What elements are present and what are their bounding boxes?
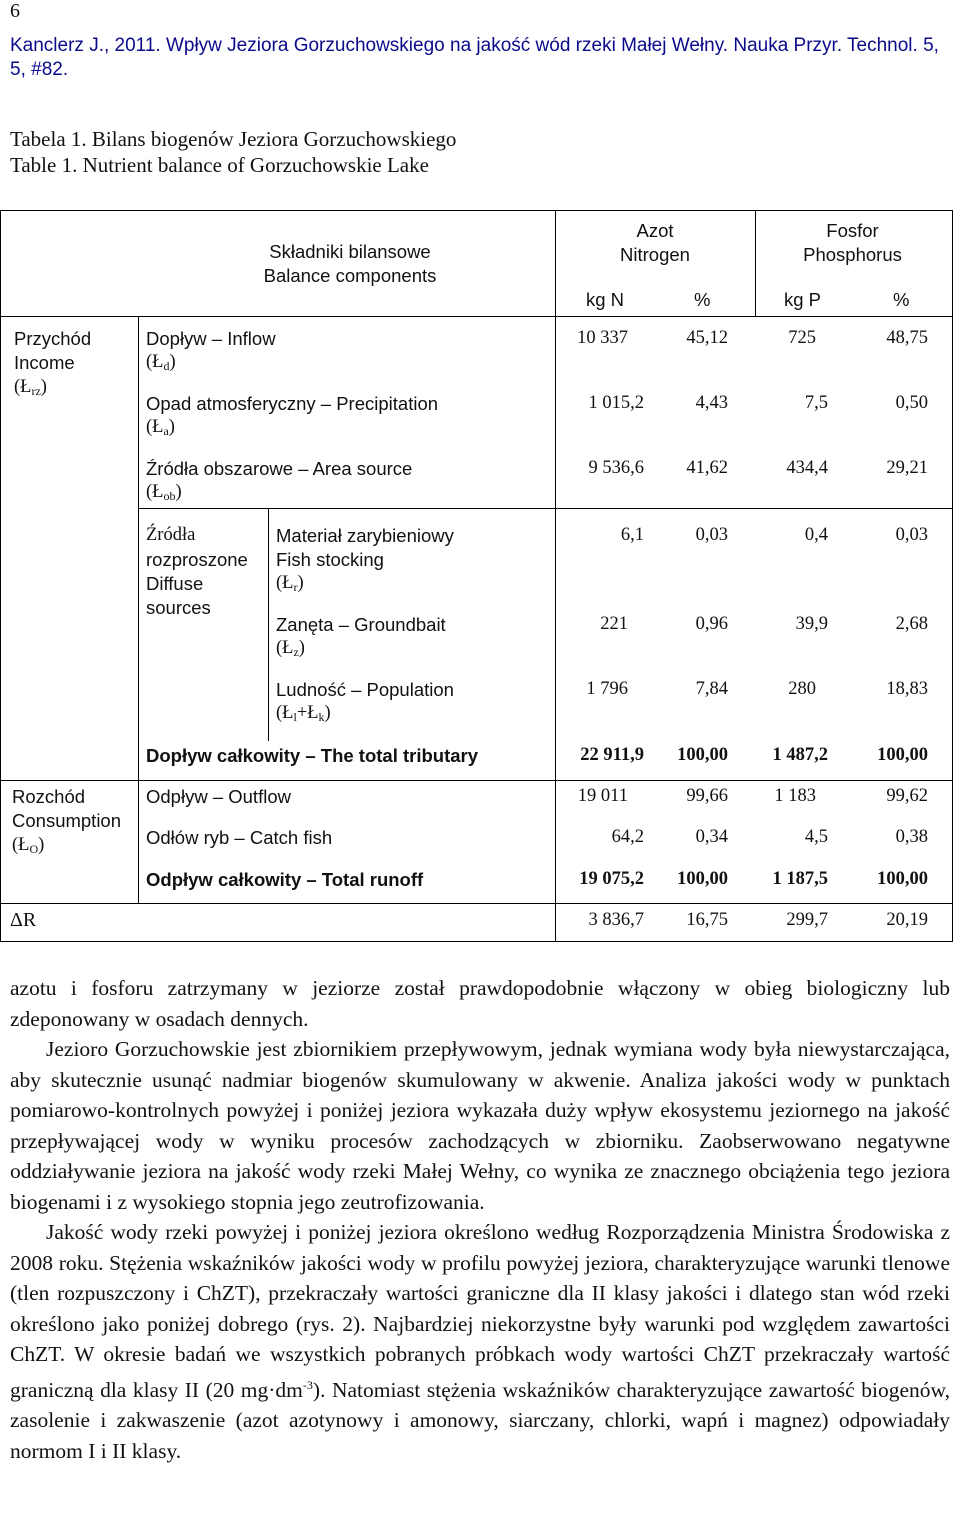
row-groundbait-pctn: 0,96 xyxy=(695,614,728,634)
row-inflow-label: Dopływ – Inflow xyxy=(146,328,276,349)
row-total-tributary-kgp: 1 487,2 xyxy=(772,745,828,765)
group-consumption-symbol: $(Ł_O)$ xyxy=(12,835,45,856)
row-population-label: Ludność – Population xyxy=(276,679,454,700)
row-precipitation-kgn: 1 015,2 xyxy=(588,393,644,413)
group-income-symbol: $(Ł_{rz})$ xyxy=(14,377,47,398)
row-total-runoff-pctp: 100,00 xyxy=(877,869,928,889)
row-total-tributary-label: Dopływ całkowity – The total tributary xyxy=(146,745,479,766)
row-total-runoff-kgp: 1 187,5 xyxy=(772,869,828,889)
citation: Kanclerz J., 2011. Wpływ Jeziora Gorzuchowskiego na jakość wód rzeki Małej Wełny. Nauka Przyr. Technol. 5, 5, #82. xyxy=(10,35,939,80)
row-delta-r-kgp: 299,7 xyxy=(786,910,828,930)
row-catch-fish-pctn: 0,34 xyxy=(695,827,728,847)
row-population-kgp: 280 xyxy=(788,679,816,699)
row-population-pctn: 7,84 xyxy=(695,679,728,699)
row-total-tributary-kgn: 22 911,9 xyxy=(580,745,644,765)
row-groundbait-pctp: 2,68 xyxy=(895,614,928,634)
row-population-symbol: $(Ł_l+Ł_k)$ xyxy=(276,703,331,724)
diffuse-label-3: Diffuse xyxy=(146,573,204,594)
row-groundbait-label: Zanęta – Groundbait xyxy=(276,614,446,635)
row-population-pctp: 18,83 xyxy=(886,679,928,699)
row-area-source-label: Źródła obszarowe – Area source xyxy=(146,458,413,479)
caption-english: Table 1. Nutrient balance of Gorzuchowskie Lake xyxy=(10,153,429,177)
row-groundbait-kgn: 221 xyxy=(600,614,628,634)
row-population-kgn: 1 796 xyxy=(586,679,628,699)
row-inflow-pctp: 48,75 xyxy=(886,328,928,348)
body-text xyxy=(10,973,950,1466)
row-catch-fish-kgp: 4,5 xyxy=(804,827,828,847)
row-outflow-pctn: 99,66 xyxy=(686,786,728,806)
header-pct-n: % xyxy=(694,289,711,310)
row-groundbait-kgp: 39,9 xyxy=(795,614,828,634)
header-nitrogen-en: Nitrogen xyxy=(620,244,690,265)
row-catch-fish-kgn: 64,2 xyxy=(611,827,644,847)
row-area-source-symbol: $(Ł_{ob})$ xyxy=(146,482,182,503)
row-total-tributary-pctn: 100,00 xyxy=(677,745,728,765)
group-consumption-en: Consumption xyxy=(12,810,122,831)
row-inflow-symbol: $(Ł_d)$ xyxy=(146,352,176,373)
row-inflow-kgp: 725 xyxy=(788,328,816,348)
row-precipitation-symbol: $(Ł_a)$ xyxy=(146,417,175,438)
row-inflow-kgn: 10 337 xyxy=(577,328,628,348)
row-delta-r-pctn: 16,75 xyxy=(686,910,728,930)
row-total-runoff-label: Odpływ całkowity – Total runoff xyxy=(146,869,424,890)
header-phosphorus-pl: Fosfor xyxy=(826,220,879,241)
group-consumption-pl: Rozchód xyxy=(12,786,86,807)
row-total-runoff-pctn: 100,00 xyxy=(677,869,728,889)
row-delta-r-kgn: 3 836,7 xyxy=(588,910,644,930)
row-area-source-kgn: 9 536,6 xyxy=(588,458,644,478)
paragraph-2: Jezioro Gorzuchowskie jest zbiornikiem przepływowym, jednak wymiana wody była niewystarczająca, aby skutecznie usunąć nadmiar biogenów skumulowany w akwenie. Analiza jakości wody w punktach pomiarowo-kontrolnych powyżej i poniżej jeziora wykazała duży wpływ ekosystemu jeziornego na jakość przepływającej wody w wyniku procesów zachodzących w zbiorniku. Zaobserwowano negatywne oddziaływanie jeziora na jakość wody rzeki Małej Wełny, co wynika ze znacznego obciążenia tego jeziora biogenami i z wysokiego stopnia jego zeutrofizowania. xyxy=(10,1037,950,1214)
diffuse-label-1: Źródła xyxy=(146,525,196,545)
row-precipitation-pctn: 4,43 xyxy=(695,393,728,413)
row-fish-stocking-pctp: 0,03 xyxy=(895,525,928,545)
header-components-pl: Składniki bilansowe xyxy=(269,241,431,262)
header-components-en: Balance components xyxy=(263,265,437,286)
header-pct-p: % xyxy=(893,289,910,310)
header-kg-n: kg N xyxy=(586,289,625,310)
page-number: 6 xyxy=(10,0,20,22)
header-phosphorus-en: Phosphorus xyxy=(803,244,902,265)
group-income-en: Income xyxy=(14,352,75,373)
diffuse-label-4: sources xyxy=(146,597,211,618)
row-groundbait-symbol: $(Ł_z)$ xyxy=(276,638,305,659)
table-caption xyxy=(10,126,456,178)
row-area-source-pctn: 41,62 xyxy=(686,458,728,478)
row-fish-stocking-kgp: 0,4 xyxy=(804,525,828,545)
row-catch-fish-label: Odłów ryb – Catch fish xyxy=(146,827,333,848)
row-fish-stocking-label-en: Fish stocking xyxy=(276,549,384,570)
diffuse-label-2: rozproszone xyxy=(146,549,248,570)
paragraph-3: Jakość wody rzeki powyżej i poniżej jeziora określono według Rozporządzenia Ministra Środowiska z 2008 roku. Stężenia wskaźników jakości wody w profilu powyżej jeziora, charakteryzujące warunki tlenowe (tlen rozpuszczony i ChZT), przekraczały wartości graniczne dla II klasy jakości i dlatego stan wód rzeki określono jako poniżej dobrego (rys. 2). Najbardziej niekorzystne były warunki pod względem zawartości ChZT. W okresie badań we wszystkich pobranych próbkach wody wartości ChZT przekraczały wartość graniczną dla klasy II (20 $mg\cdot dm^{-3}$). Natomiast stężenia wskaźników charakteryzujące zawartość biogenów, zasolenie i zakwaszenie (azot azotynowy i amonowy, siarczany, chlorki, wapń i magnez) odpowiadały normom I i II klasy. xyxy=(10,1220,950,1463)
header-nitrogen-pl: Azot xyxy=(636,220,674,241)
row-total-tributary-pctp: 100,00 xyxy=(877,745,928,765)
row-area-source-pctp: 29,21 xyxy=(886,458,928,478)
row-delta-r-pctp: 20,19 xyxy=(886,910,928,930)
row-fish-stocking-label-pl: Materiał zarybieniowy xyxy=(276,525,454,546)
row-fish-stocking-symbol: $(Ł_r)$ xyxy=(276,573,304,594)
row-fish-stocking-pctn: 0,03 xyxy=(695,525,728,545)
row-precipitation-kgp: 7,5 xyxy=(804,393,828,413)
nutrient-balance-table xyxy=(0,210,953,942)
row-outflow-kgn: 19 011 xyxy=(577,786,628,806)
header-kg-p: kg P xyxy=(784,289,822,310)
row-outflow-pctp: 99,62 xyxy=(886,786,928,806)
row-outflow-label: Odpływ – Outflow xyxy=(146,786,291,807)
row-total-runoff-kgn: 19 075,2 xyxy=(579,869,644,889)
delta-r-label: ΔR xyxy=(10,909,37,931)
paragraph-1: azotu i fosforu zatrzymany w jeziorze został prawdopodobnie włączony w obieg biologiczny lub zdeponowany w osadach dennych. xyxy=(10,976,950,1031)
caption-polish: Tabela 1. Bilans biogenów Jeziora Gorzuchowskiego xyxy=(10,127,457,151)
row-area-source-kgp: 434,4 xyxy=(786,458,828,478)
row-catch-fish-pctp: 0,38 xyxy=(895,827,928,847)
group-income-pl: Przychód xyxy=(14,328,92,349)
row-outflow-kgp: 1 183 xyxy=(774,786,816,806)
row-fish-stocking-kgn: 6,1 xyxy=(620,525,644,545)
row-precipitation-pctp: 0,50 xyxy=(895,393,928,413)
row-precipitation-label: Opad atmosferyczny – Precipitation xyxy=(146,393,439,414)
row-inflow-pctn: 45,12 xyxy=(686,328,728,348)
